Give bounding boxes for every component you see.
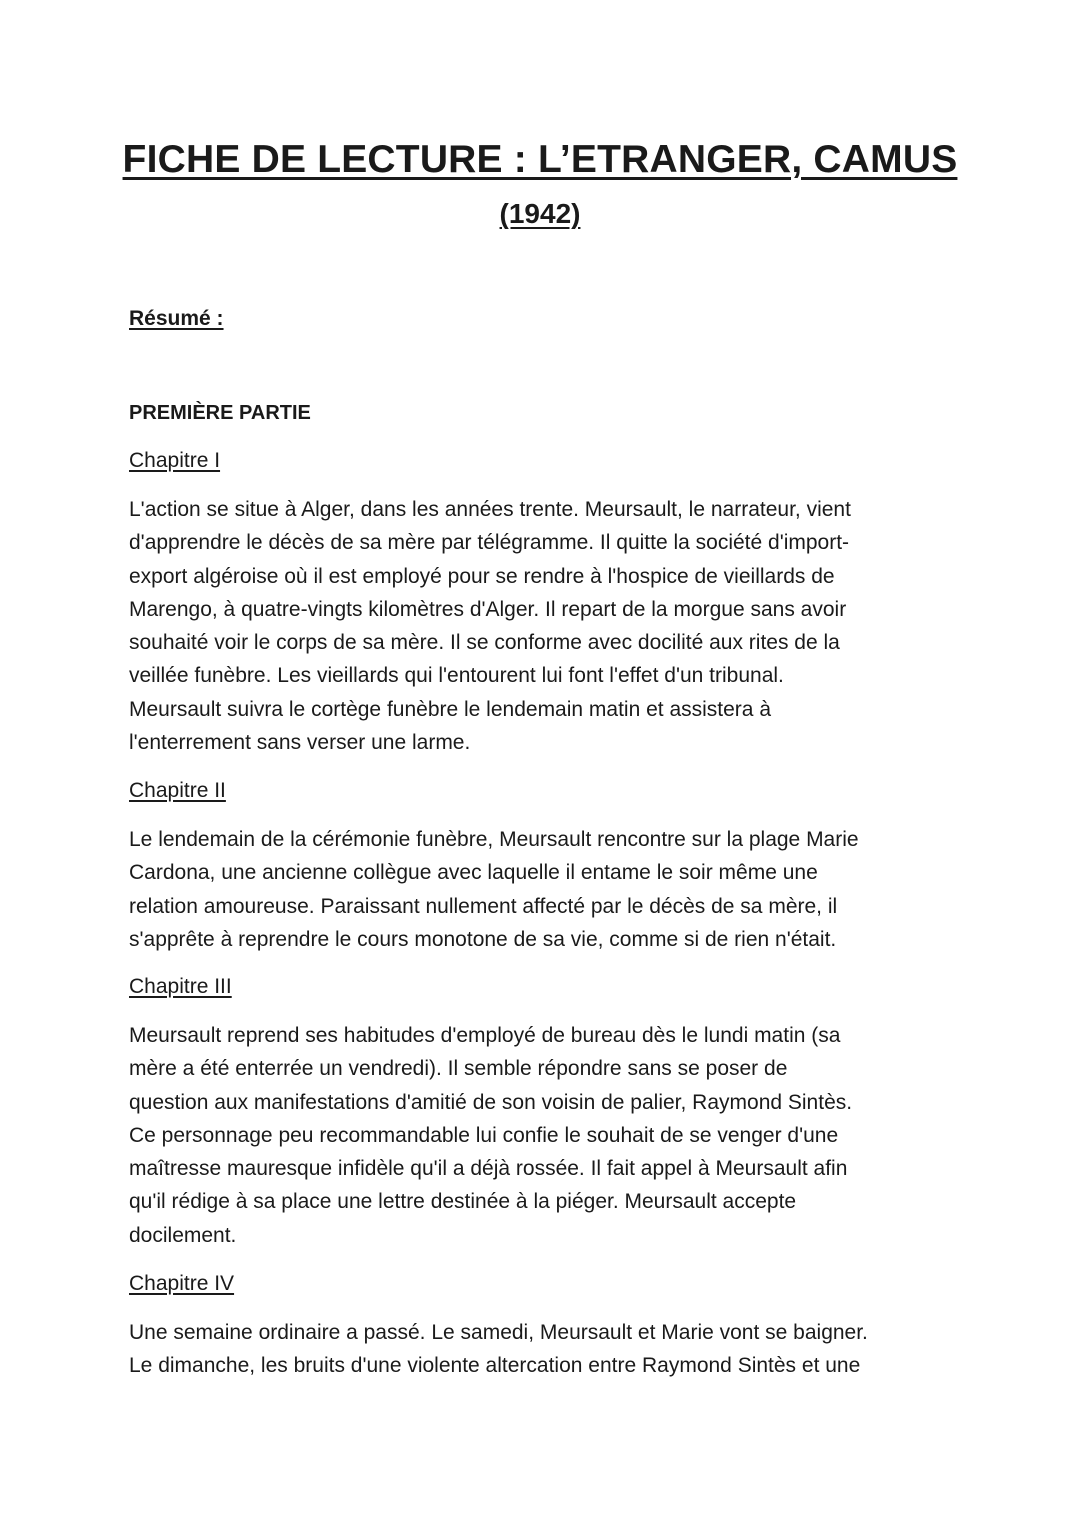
paragraph-line: Meursault suivra le cortège funèbre le lendemain matin et assistera à (129, 697, 771, 721)
paragraph-line: Ce personnage peu recommandable lui confie le souhait de se venger d'une (129, 1123, 839, 1147)
paragraph-line: mère a été enterrée un vendredi). Il semble répondre sans se poser de (129, 1057, 788, 1081)
paragraph-line: relation amoureuse. Paraissant nullement affecté par le décès de sa mère, il (129, 894, 838, 918)
chapter-4-paragraph (129, 1316, 959, 1383)
paragraph-line: Marengo, à quatre-vingts kilomètres d'Alger. Il repart de la morgue sans avoir (129, 597, 847, 621)
paragraph-line: l'enterrement sans verser une larme. (129, 731, 471, 755)
paragraph-line: export algéroise où il est employé pour se rendre à l'hospice de vieillards de (129, 564, 835, 588)
paragraph-line: qu'il rédige à sa place une lettre destinée à la piéger. Meursault accepte (129, 1190, 797, 1214)
part-title: PREMIÈRE PARTIE (129, 402, 311, 424)
chapter-1-paragraph (129, 493, 959, 759)
chapter-heading-4: Chapitre IV (129, 1272, 235, 1295)
document-title: FICHE DE LECTURE : L’ETRANGER, CAMUS (122, 138, 958, 181)
chapter-3-paragraph (129, 1019, 959, 1252)
paragraph-line: Le lendemain de la cérémonie funèbre, Meursault rencontre sur la plage Marie (129, 828, 859, 851)
paragraph-line: d'apprendre le décès de sa mère par télégramme. Il quitte la société d'import- (129, 531, 850, 555)
summary-label: Résumé : (129, 307, 224, 330)
publication-year: (1942) (499, 198, 581, 229)
paragraph-line: Cardona, une ancienne collègue avec laquelle il entame le soir même une (129, 861, 818, 885)
paragraph-line: question aux manifestations d'amitié de son voisin de palier, Raymond Sintès. (129, 1090, 853, 1114)
paragraph-line: maîtresse mauresque infidèle qu'il a déjà rossée. Il fait appel à Meursault afin (129, 1157, 848, 1181)
paragraph-line: Meursault reprend ses habitudes d'employé de bureau dès le lundi matin (sa (129, 1024, 841, 1047)
paragraph-line: veillée funèbre. Les vieillards qui l'entourent lui font l'effet d'un tribunal. (129, 664, 784, 688)
paragraph-line: s'apprête à reprendre le cours monotone de sa vie, comme si de rien n'était. (129, 927, 837, 951)
chapter-heading-3: Chapitre III (129, 975, 232, 998)
chapter-heading-2: Chapitre II (129, 779, 226, 802)
chapter-heading-1: Chapitre I (129, 449, 221, 472)
chapter-2-paragraph (129, 823, 959, 956)
paragraph-line: L'action se situe à Alger, dans les années trente. Meursault, le narrateur, vient (129, 498, 851, 521)
paragraph-line: Une semaine ordinaire a passé. Le samedi, Meursault et Marie vont se baigner. (129, 1321, 868, 1344)
paragraph-line: docilement. (129, 1223, 237, 1247)
paragraph-line: Le dimanche, les bruits d'une violente altercation entre Raymond Sintès et une (129, 1354, 861, 1378)
paragraph-line: souhaité voir le corps de sa mère. Il se conforme avec docilité aux rites de la (129, 631, 840, 655)
